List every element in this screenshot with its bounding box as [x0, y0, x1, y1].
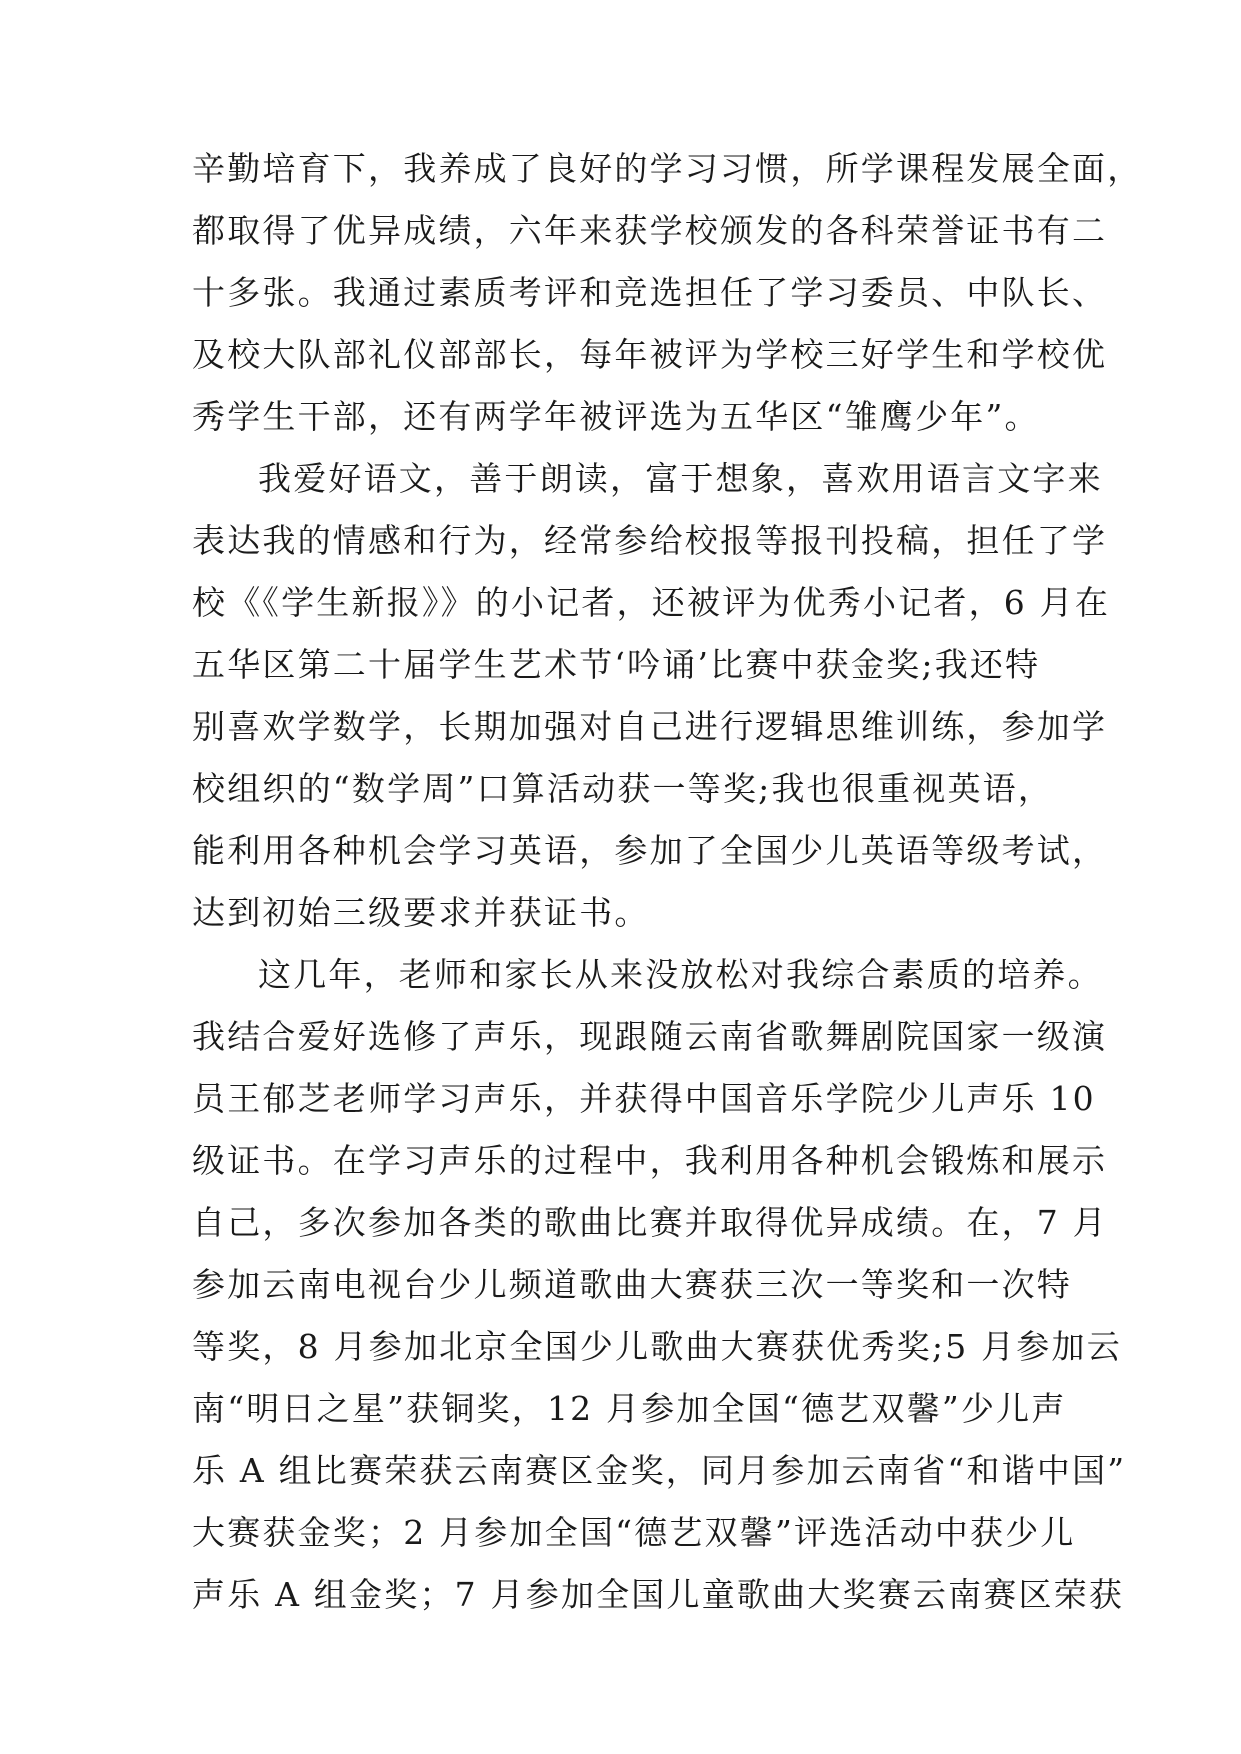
text-line: 员王郁芝老师学习声乐，并获得中国音乐学院少儿声乐 10: [192, 1079, 1096, 1118]
text-line: 及校大队部礼仪部部长，每年被评为学校三好学生和学校优: [192, 335, 1108, 374]
text-line: 大赛获金奖；2 月参加全国“德艺双馨”评选活动中获少儿: [192, 1513, 1076, 1552]
text-line: 校组织的“数学周”口算活动获一等奖;我也很重视英语，: [192, 769, 1054, 808]
text-line: 都取得了优异成绩，六年来获学校颁发的各科荣誉证书有二: [192, 211, 1108, 250]
text-line: 达到初始三级要求并获证书。: [192, 893, 650, 932]
text-line: 等奖，8 月参加北京全国少儿歌曲大赛获优秀奖;5 月参加云: [192, 1327, 1122, 1366]
paragraph-first-line: 这几年，老师和家长从来没放松对我综合素质的培养。: [258, 955, 1103, 994]
text-line: 级证书。在学习声乐的过程中，我利用各种机会锻炼和展示: [192, 1141, 1108, 1180]
text-line: 辛勤培育下，我养成了良好的学习习惯，所学课程发展全面，: [192, 149, 1143, 188]
text-line: 乐 A 组比赛荣获云南赛区金奖，同月参加云南省“和谐中国”: [192, 1451, 1127, 1490]
text-line: 秀学生干部，还有两学年被评选为五华区“雏鹰少年”。: [192, 397, 1040, 436]
text-line: 南“明日之星”获铜奖，12 月参加全国“德艺双馨”少儿声: [192, 1389, 1067, 1428]
text-line: 我结合爱好选修了声乐，现跟随云南省歌舞剧院国家一级演: [192, 1017, 1108, 1056]
text-line: 十多张。我通过素质考评和竞选担任了学习委员、中队长、: [192, 273, 1108, 312]
text-line: 五华区第二十届学生艺术节‘吟诵’比赛中获金奖;我还特: [192, 645, 1041, 684]
text-line: 表达我的情感和行为，经常参给校报等报刊投稿，担任了学: [192, 521, 1108, 560]
text-line: 能利用各种机会学习英语，参加了全国少儿英语等级考试，: [192, 831, 1108, 870]
text-line: 自己，多次参加各类的歌曲比赛并取得优异成绩。在，7 月: [192, 1203, 1108, 1242]
text-line: 校《《学生新报》》的小记者，还被评为优秀小记者，6 月在: [192, 583, 1111, 622]
text-line: 别喜欢学数学，长期加强对自己进行逻辑思维训练，参加学: [192, 707, 1108, 746]
text-line: 参加云南电视台少儿频道歌曲大赛获三次一等奖和一次特: [192, 1265, 1072, 1304]
paragraph-first-line: 我爱好语文，善于朗读，富于想象，喜欢用语言文字来: [258, 459, 1103, 498]
text-line: 声乐 A 组金奖；7 月参加全国儿童歌曲大奖赛云南赛区荣获: [192, 1575, 1125, 1614]
